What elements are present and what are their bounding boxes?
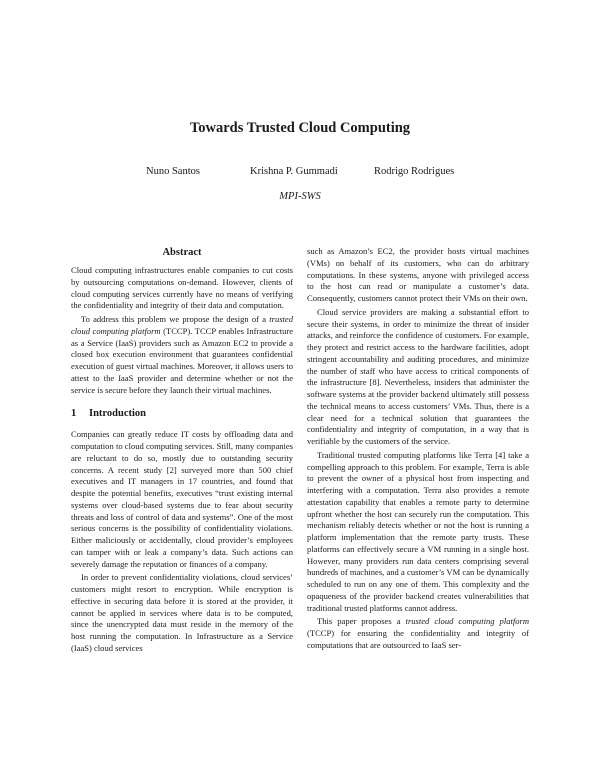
abstract-heading: Abstract	[162, 247, 202, 258]
abstract-paragraph-1: Cloud computing infrastructures enable companies to cut costs by outsourcing computations on-demand. However, clients of cloud computing services currently have no means of verifying the confidentiality and integrity of their data and computation.	[71, 265, 293, 311]
section-title: Introduction	[89, 408, 146, 420]
right-paragraph-1: such as Amazon’s EC2, the provider hosts virtual machines (VMs) on behalf of its customers, who can do arbitrary computations. In these systems, anyone with privileged access to the host can read or manipulate a customer’s data. Consequently, customers cannot protect their VMs on their own.	[307, 246, 529, 303]
section-number: 1	[71, 408, 77, 420]
intro-paragraph-2: In order to prevent confidentiality violations, cloud services’ customers might resort to encryption. While encryption is effective in securing data before it is stored at the provider, it cannot be applied in services where data is to be computed, since the unencrypted data must reside in the memory of the host running the computation. In Infrastructure as a Service (IaaS) cloud services	[71, 572, 293, 653]
left-column	[71, 246, 293, 655]
right-column	[307, 246, 529, 652]
affiliation: MPI-SWS	[279, 191, 321, 202]
intro-paragraph-1: Companies can greatly reduce IT costs by offloading data and computation to cloud computing services. Still, many companies are reluctant to do so, mostly due to outstanding security concerns. A recent study [2] surveyed more than 500 chief executives and IT managers in 17 countries, and found that despite the potential benefits, executives “trust existing internal systems over cloud-based systems due to fear about security threats and loss of control of data and systems”. One of the most serious concerns is the possibility of confidentiality violations. Either maliciously or accidentally, cloud provider’s employees can tamper with or leak a company’s data. Such actions can severely damage the reputation or finances of a company.	[71, 429, 293, 569]
author-1: Nuno Santos	[146, 166, 200, 177]
author-2: Krishna P. Gummadi	[250, 166, 338, 177]
right-paragraph-2: Cloud service providers are making a substantial effort to secure their systems, in order to minimize the threat of insider attacks, and reinforce the confidence of customers. For example, they protect and restrict access to the hardware facilities, adopt stringent accountability and auditing procedures, and minimize the number of staff who have access to critical components of the infrastructure [8]. Nevertheless, insiders that administer the software systems at the provider backend ultimately still possess the technical means to access customers’ VMs. Thus, there is a clear need for a technical solution that guarantees the confidentiality and integrity of computation, in a way that is verifiable by the customers of the service.	[307, 306, 529, 446]
right-paragraph-4: This paper proposes a trusted cloud computing platform (TCCP) for ensuring the confidentiality and integrity of computations that are outsourced to IaaS ser-	[307, 616, 529, 650]
right-paragraph-3: Traditional trusted computing platforms like Terra [4] take a compelling approach to this problem. For example, Terra is able to prevent the owner of a physical host from inspecting and interfering with a computation. Terra also provides a remote attestation capability that enables a remote party to determine upfront whether the host can securely run the computation. This mechanism reliably detects whether or not the host is running a platform implementation that the remote party trusts. These platforms can effectively secure a VM running in a single host. However, many providers run data centers comprising several hundreds of machines, and a customer’s VM can be dynamically scheduled to run on any one of them. This complexity and the opaqueness of the provider backend creates vulnerabilities that traditional trusted platforms cannot address.	[307, 449, 529, 613]
author-3: Rodrigo Rodrigues	[374, 166, 455, 177]
abstract-paragraph-2: To address this problem we propose the design of a trusted cloud computing platform (TCCP). TCCP enables Infrastructure as a Service (IaaS) providers such as Amazon EC2 to provide a closed box execution environment that guarantees confidential execution of guest virtual machines. Moreover, it allows users to attest to the IaaS provider and determine whether or not the service is secure before they launch their virtual machines.	[71, 314, 293, 395]
paper-title: Towards Trusted Cloud Computing	[189, 120, 411, 136]
section-heading-introduction	[71, 407, 293, 421]
